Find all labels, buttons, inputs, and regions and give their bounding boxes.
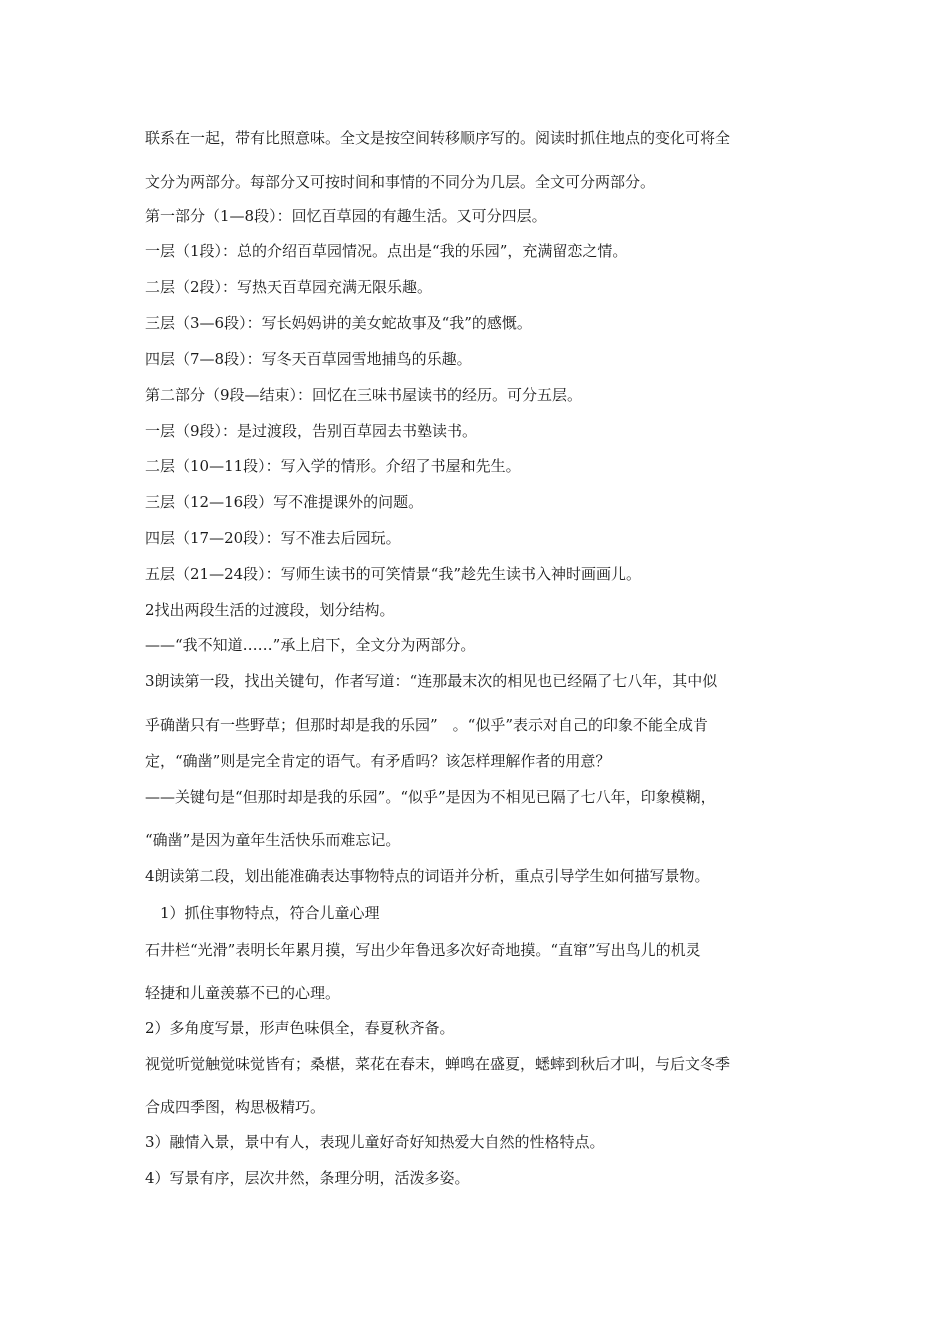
text-line: 三层（3—6段）：写长妈妈讲的美女蛇故事及“我”的感慨。 — [145, 314, 532, 332]
text-line: 文分为两部分。每部分又可按时间和事情的不同分为几层。全文可分两部分。 — [145, 173, 656, 191]
text-line: 3朗读第一段，找出关键句，作者写道：“连那最末次的相见也已经隔了七八年，其中似 — [145, 672, 718, 690]
text-line: ——“我不知道……”承上启下，全文分为两部分。 — [145, 636, 476, 654]
text-line: 合成四季图，构思极精巧。 — [145, 1098, 326, 1116]
text-line: 五层（21—24段）：写师生读书的可笑情景“我”趁先生读书入神时画画儿。 — [145, 565, 642, 583]
text-line: 视觉听觉触觉味觉皆有；桑椹，菜花在春末，蝉鸣在盛夏，蟋蟀到秋后才叫，与后文冬季 — [145, 1055, 731, 1073]
text-line: 第一部分（1—8段）：回忆百草园的有趣生活。又可分四层。 — [145, 207, 547, 225]
text-line: 4朗读第二段，划出能准确表达事物特点的词语并分析，重点引导学生如何描写景物。 — [145, 867, 710, 885]
text-line: 联系在一起，带有比照意味。全文是按空间转移顺序写的。阅读时抓住地点的变化可将全 — [145, 129, 731, 147]
text-line: 石井栏“光滑”表明长年累月摸，写出少年鲁迅多次好奇地摸。“直窜”写出鸟儿的机灵 — [145, 941, 701, 959]
text-line: 三层（12—16段）写不准提课外的问题。 — [145, 493, 424, 511]
text-line: 3）融情入景，景中有人，表现儿童好奇好知热爱大自然的性格特点。 — [145, 1133, 605, 1151]
text-line: 四层（17—20段）：写不准去后园玩。 — [145, 529, 401, 547]
text-line: 2）多角度写景，形声色味俱全，春夏秋齐备。 — [145, 1019, 455, 1037]
text-line: 四层（7—8段）：写冬天百草园雪地捕鸟的乐趣。 — [145, 350, 472, 368]
text-line: 一层（9段）：是过渡段，告别百草园去书塾读书。 — [145, 422, 478, 440]
text-line: 轻捷和儿童羡慕不已的心理。 — [145, 984, 341, 1002]
text-line: 第二部分（9段—结束）：回忆在三味书屋读书的经历。可分五层。 — [145, 386, 583, 404]
text-line: 乎确凿只有一些野草；但那时却是我的乐园” 。“似乎”表示对自己的印象不能全成肯 — [145, 716, 709, 734]
text-line: 1）抓住事物特点，符合儿童心理 — [160, 904, 380, 922]
text-line: 4）写景有序，层次井然，条理分明，活泼多姿。 — [145, 1169, 470, 1187]
text-line: “确凿”是因为童年生活快乐而难忘记。 — [145, 831, 401, 849]
text-line: ——关键句是“但那时却是我的乐园”。“似乎”是因为不相见已隔了七八年，印象模糊， — [145, 788, 716, 806]
text-line: 2找出两段生活的过渡段，划分结构。 — [145, 601, 395, 619]
text-line: 二层（2段）：写热天百草园充满无限乐趣。 — [145, 278, 433, 296]
text-line: 定，“确凿”则是完全肯定的语气。有矛盾吗？该怎样理解作者的用意？ — [145, 752, 611, 770]
text-line: 一层（1段）：总的介绍百草园情况。点出是“我的乐园”，充满留恋之情。 — [145, 242, 628, 260]
text-line: 二层（10—11段）：写入学的情形。介绍了书屋和先生。 — [145, 457, 521, 475]
